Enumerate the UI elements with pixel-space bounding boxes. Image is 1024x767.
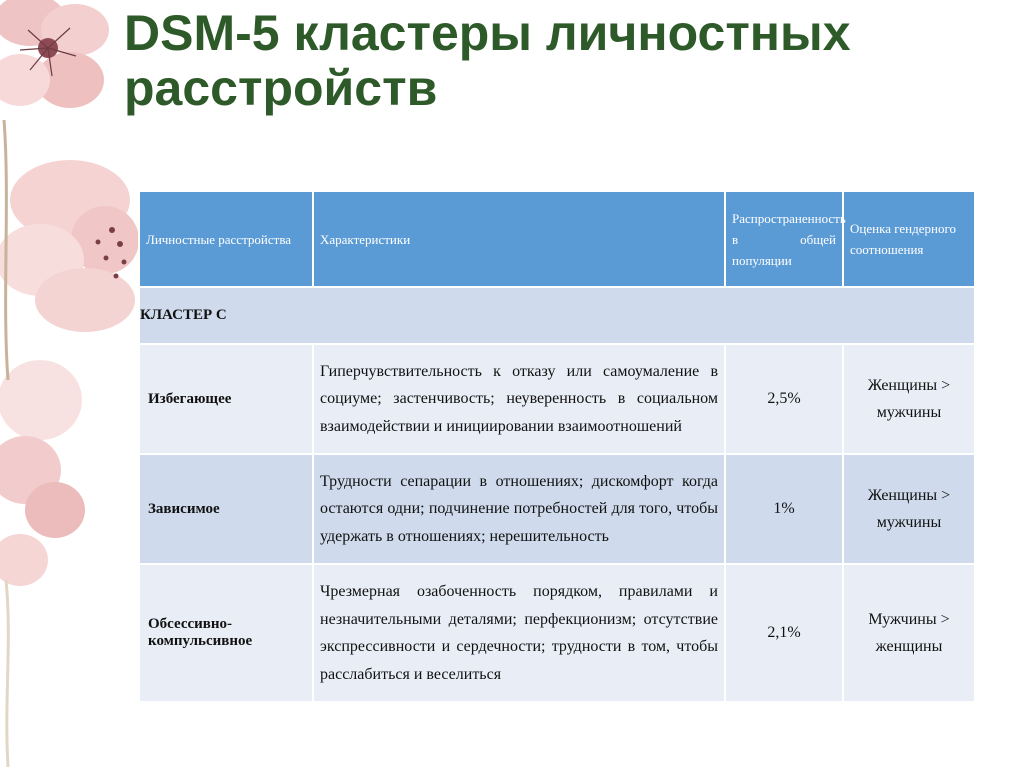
disorder-prevalence: 1% xyxy=(725,454,843,564)
cherry-blossom-decoration xyxy=(0,0,140,767)
disorder-name: Избегающее xyxy=(139,344,313,454)
disorder-description: Гиперчувствительность к отказу или самоумаление в социуме; застенчивость; неуверенность в социальном взаимодействии и инициировании взаимоотношений xyxy=(313,344,725,454)
disorder-gender-ratio: Женщины > мужчины xyxy=(843,344,975,454)
header-gender-ratio: Оценка гендерного соотношения xyxy=(843,191,975,287)
header-characteristics: Характеристики xyxy=(313,191,725,287)
disorder-description: Чрезмерная озабоченность порядком, правилами и незначительными деталями; перфекционизм; отсутствие экспрессивности и сердечности; трудности в том, чтобы расслабиться и веселиться xyxy=(313,564,725,702)
table-row xyxy=(139,564,975,702)
blossom-top xyxy=(0,0,109,108)
personality-disorders-table xyxy=(138,190,976,703)
disorder-name: Зависимое xyxy=(139,454,313,564)
table-row xyxy=(139,454,975,564)
cluster-label: КЛАСТЕР С xyxy=(139,287,975,344)
header-prevalence: Распространенность в общей популяции xyxy=(725,191,843,287)
table-row xyxy=(139,344,975,454)
flower-illustration xyxy=(0,0,140,767)
header-disorders: Личностные расстройства xyxy=(139,191,313,287)
slide-title: DSM-5 кластеры личностных расстройств xyxy=(124,5,851,116)
blossom-lower xyxy=(0,360,85,586)
disorder-name: Обсессивно-компульсивное xyxy=(139,564,313,702)
disorder-prevalence: 2,5% xyxy=(725,344,843,454)
table-header-row xyxy=(139,191,975,287)
cluster-row xyxy=(139,287,975,344)
disorder-gender-ratio: Женщины > мужчины xyxy=(843,454,975,564)
blossom-middle xyxy=(0,160,139,332)
disorder-prevalence: 2,1% xyxy=(725,564,843,702)
disorder-gender-ratio: Мужчины > женщины xyxy=(843,564,975,702)
disorder-description: Трудности сепарации в отношениях; дискомфорт когда остаются одни; подчинение потребностей для того, чтобы удержать в отношениях; нерешительность xyxy=(313,454,725,564)
